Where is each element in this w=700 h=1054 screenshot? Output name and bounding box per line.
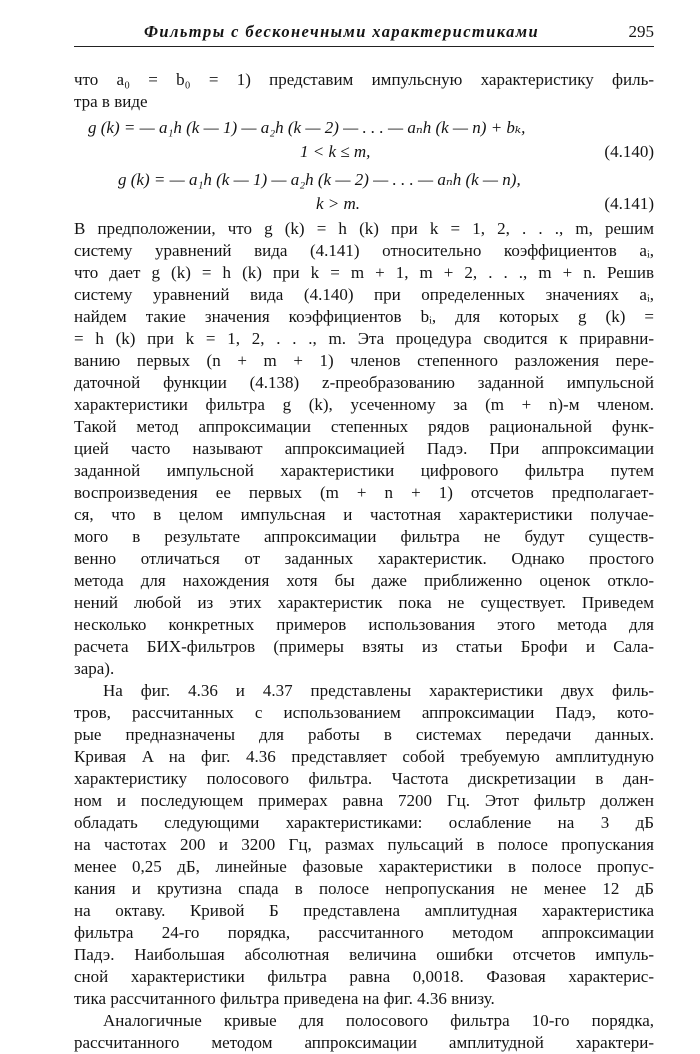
text-line: тров, рассчитанных с использованием аппроксимации Падэ, кото-: [74, 703, 654, 722]
equation-number: (4.140): [604, 142, 654, 161]
text-line: что a₀ = b₀ = 1) представим импульсную характеристику филь-: [74, 70, 654, 89]
running-title: Фильтры с бесконечными характеристиками: [144, 22, 540, 41]
text-line: рые предназначены для работы в системах передачи данных.: [74, 725, 654, 744]
text-line: найдем такие значения коэффициентов bᵢ, для которых g (k) =: [74, 307, 654, 326]
text-line: на октаву. Кривой Б представлена амплитудная характеристика: [74, 901, 654, 920]
text-line: характеристику полосового фильтра. Частота дискретизации в дан-: [74, 769, 654, 788]
text-line: рассчитанного методом аппроксимации амплитудной характери-: [74, 1033, 654, 1052]
text-line: тра в виде: [74, 92, 148, 111]
text-line: несколько конкретных примеров использования этого метода для: [74, 615, 654, 634]
text-line: заданной импульсной характеристики цифрового фильтра путем: [74, 461, 654, 480]
text-line: Падэ. Наибольшая абсолютная величина ошибки отсчетов импуль-: [74, 945, 654, 964]
text-line: Аналогичные кривые для полосового фильтра 10-го порядка,: [103, 1011, 654, 1030]
text-line: систему уравнений вида (4.141) относительно коэффициентов aᵢ,: [74, 241, 654, 260]
text-line: цией часто называют аппроксимацией Падэ. При аппроксимации: [74, 439, 654, 458]
text-line: даточной функции (4.138) z-преобразованию заданной импульсной: [74, 373, 654, 392]
text-line: метода для нахождения хотя бы даже приближенно оценок откло-: [74, 571, 654, 590]
equation-number: (4.141): [604, 194, 654, 213]
text-line: мого в результате аппроксимации фильтра не будут существ-: [74, 527, 654, 546]
equation-4-141-formula: g (k) = — a₁h (k — 1) — a₂h (k — 2) — . . . — aₙh (k — n),: [118, 170, 521, 189]
text-line: систему уравнений вида (4.140) при определенных значениях aᵢ,: [74, 285, 654, 304]
page-header: [74, 20, 654, 47]
text-line: воспроизведения ее первых (m + n + 1) отсчетов предполагает-: [74, 483, 654, 502]
text-line: фильтра 24-го порядка, рассчитанного методом аппроксимации: [74, 923, 654, 942]
text-line: В предположении, что g (k) = h (k) при k = 1, 2, . . ., m, решим: [74, 219, 654, 238]
text-line: зара).: [74, 659, 115, 678]
text-line: что дает g (k) = h (k) при k = m + 1, m + 2, . . ., m + n. Решив: [74, 263, 654, 282]
text-line: ся, что в целом импульсная и частотная характеристики получае-: [74, 505, 654, 524]
text-line: расчета БИХ-фильтров (примеры взяты из статьи Брофи и Сала-: [74, 637, 654, 656]
text-line: ном и последующем примерах равна 7200 Гц. Этот фильтр должен: [74, 791, 654, 810]
text-line: кания и крутизна спада в полосе непропускания не менее 12 дБ: [74, 879, 654, 898]
text-line: обладать следующими характеристиками: ослабление на 3 дБ: [74, 813, 654, 832]
page-number: 295: [628, 22, 654, 41]
text-line: Такой метод аппроксимации степенных рядов рациональной функ-: [74, 417, 654, 436]
text-line: тика рассчитанного фильтра приведена на фиг. 4.36 внизу.: [74, 989, 495, 1008]
text-line: характеристики фильтра g (k), усеченному за (m + n)-м членом.: [74, 395, 654, 414]
text-line: ванию первых (n + m + 1) членов степенного разложения пере-: [74, 351, 654, 370]
text-line: нений любой из этих характеристик пока не существует. Приведем: [74, 593, 654, 612]
text-line: сной характеристики фильтра равна 0,0018. Фазовая характерис-: [74, 967, 654, 986]
text-line: венно отличаться от заданных характеристик. Однако простого: [74, 549, 654, 568]
text-line: менее 0,25 дБ, линейные фазовые характеристики в полосе пропус-: [74, 857, 654, 876]
equation-4-140-condition: 1 < k ≤ m,: [300, 142, 371, 161]
text-line: на частотах 200 и 3200 Гц, размах пульсаций в полосе пропускания: [74, 835, 654, 854]
equation-4-140-formula: g (k) = — a₁h (k — 1) — a₂h (k — 2) — . . . — aₙh (k — n) + bₖ,: [88, 118, 526, 137]
text-line: Кривая A на фиг. 4.36 представляет собой требуемую амплитудную: [74, 747, 654, 766]
text-line: На фиг. 4.36 и 4.37 представлены характеристики двух филь-: [103, 681, 654, 700]
text-line: = h (k) при k = 1, 2, . . ., m. Эта процедура сводится к приравни-: [74, 329, 654, 348]
equation-4-141-condition: k > m.: [316, 194, 361, 213]
